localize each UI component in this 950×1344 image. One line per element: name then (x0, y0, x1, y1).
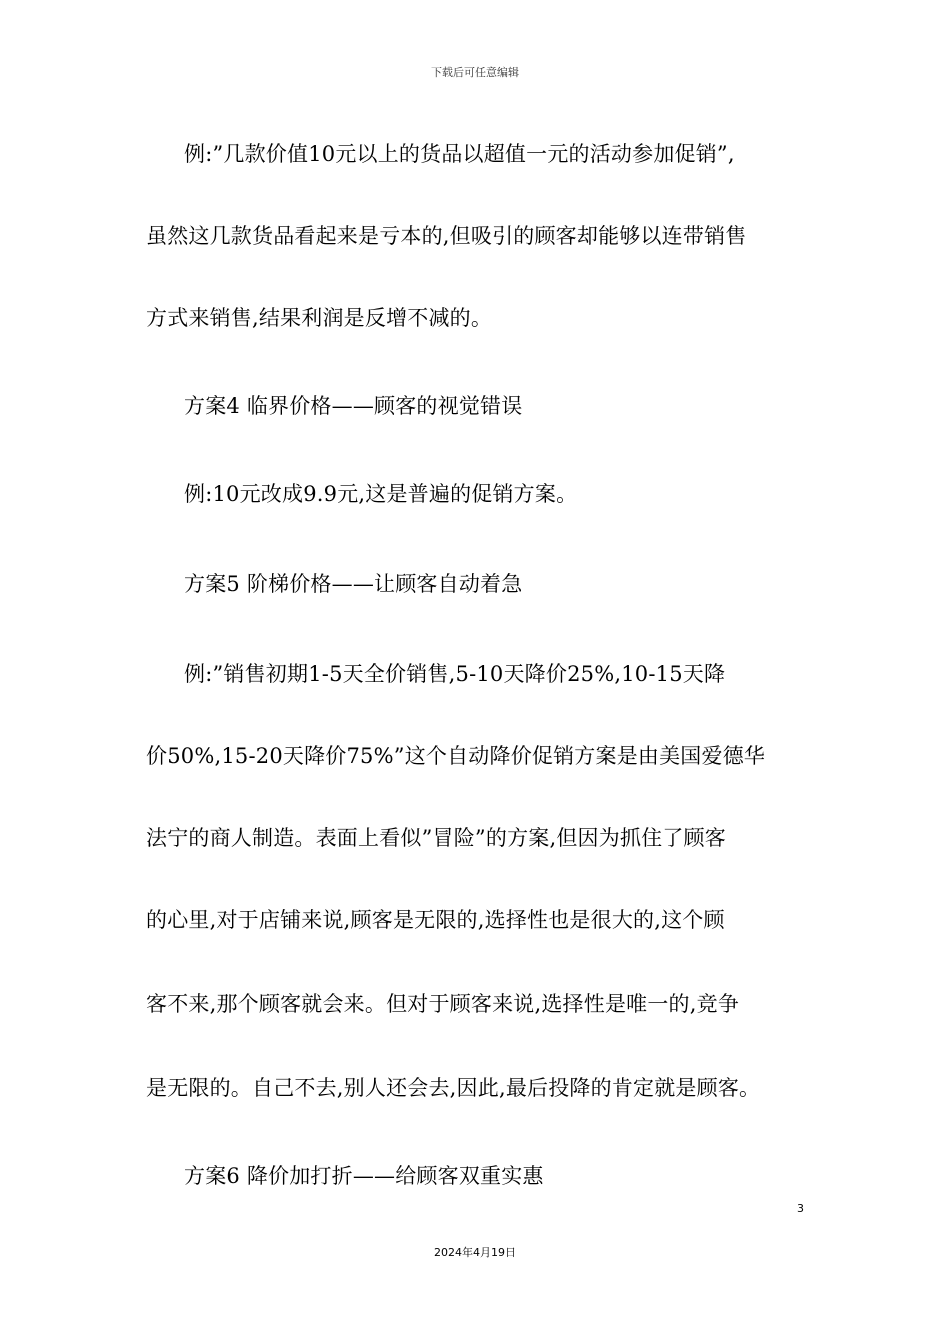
paragraph-1-line-3: 方式来销售,结果利润是反增不减的。 (146, 306, 493, 330)
paragraph-3-line-2: 价50%,15-20天降价75%”这个自动降价促销方案是由美国爱德华 (146, 744, 766, 768)
paragraph-3-line-5: 客不来,那个顾客就会来。但对于顾客来说,选择性是唯一的,竞争 (146, 992, 740, 1016)
page-header: 下载后可任意编辑 (431, 66, 519, 79)
paragraph-2-line-1: 例:10元改成9.9元,这是普遍的促销方案。 (184, 482, 578, 506)
page-footer-date: 2024年4月19日 (434, 1246, 516, 1259)
section-heading-4: 方案4 临界价格——顾客的视觉错误 (184, 394, 523, 418)
page-number: 3 (797, 1202, 804, 1215)
section-heading-6: 方案6 降价加打折——给顾客双重实惠 (184, 1164, 544, 1188)
paragraph-1-line-1: 例:”几款价值10元以上的货品以超值一元的活动参加促销”, (184, 142, 735, 166)
paragraph-3-line-3: 法宁的商人制造。表面上看似”冒险”的方案,但因为抓住了顾客 (146, 826, 726, 850)
paragraph-3-line-1: 例:”销售初期1-5天全价销售,5-10天降价25%,10-15天降 (184, 662, 726, 686)
paragraph-3-line-4: 的心里,对于店铺来说,顾客是无限的,选择性也是很大的,这个顾 (146, 908, 725, 932)
paragraph-1-line-2: 虽然这几款货品看起来是亏本的,但吸引的顾客却能够以连带销售 (146, 224, 747, 248)
section-heading-5: 方案5 阶梯价格——让顾客自动着急 (184, 572, 523, 596)
paragraph-3-line-6: 是无限的。自己不去,别人还会去,因此,最后投降的肯定就是顾客。 (146, 1076, 761, 1100)
